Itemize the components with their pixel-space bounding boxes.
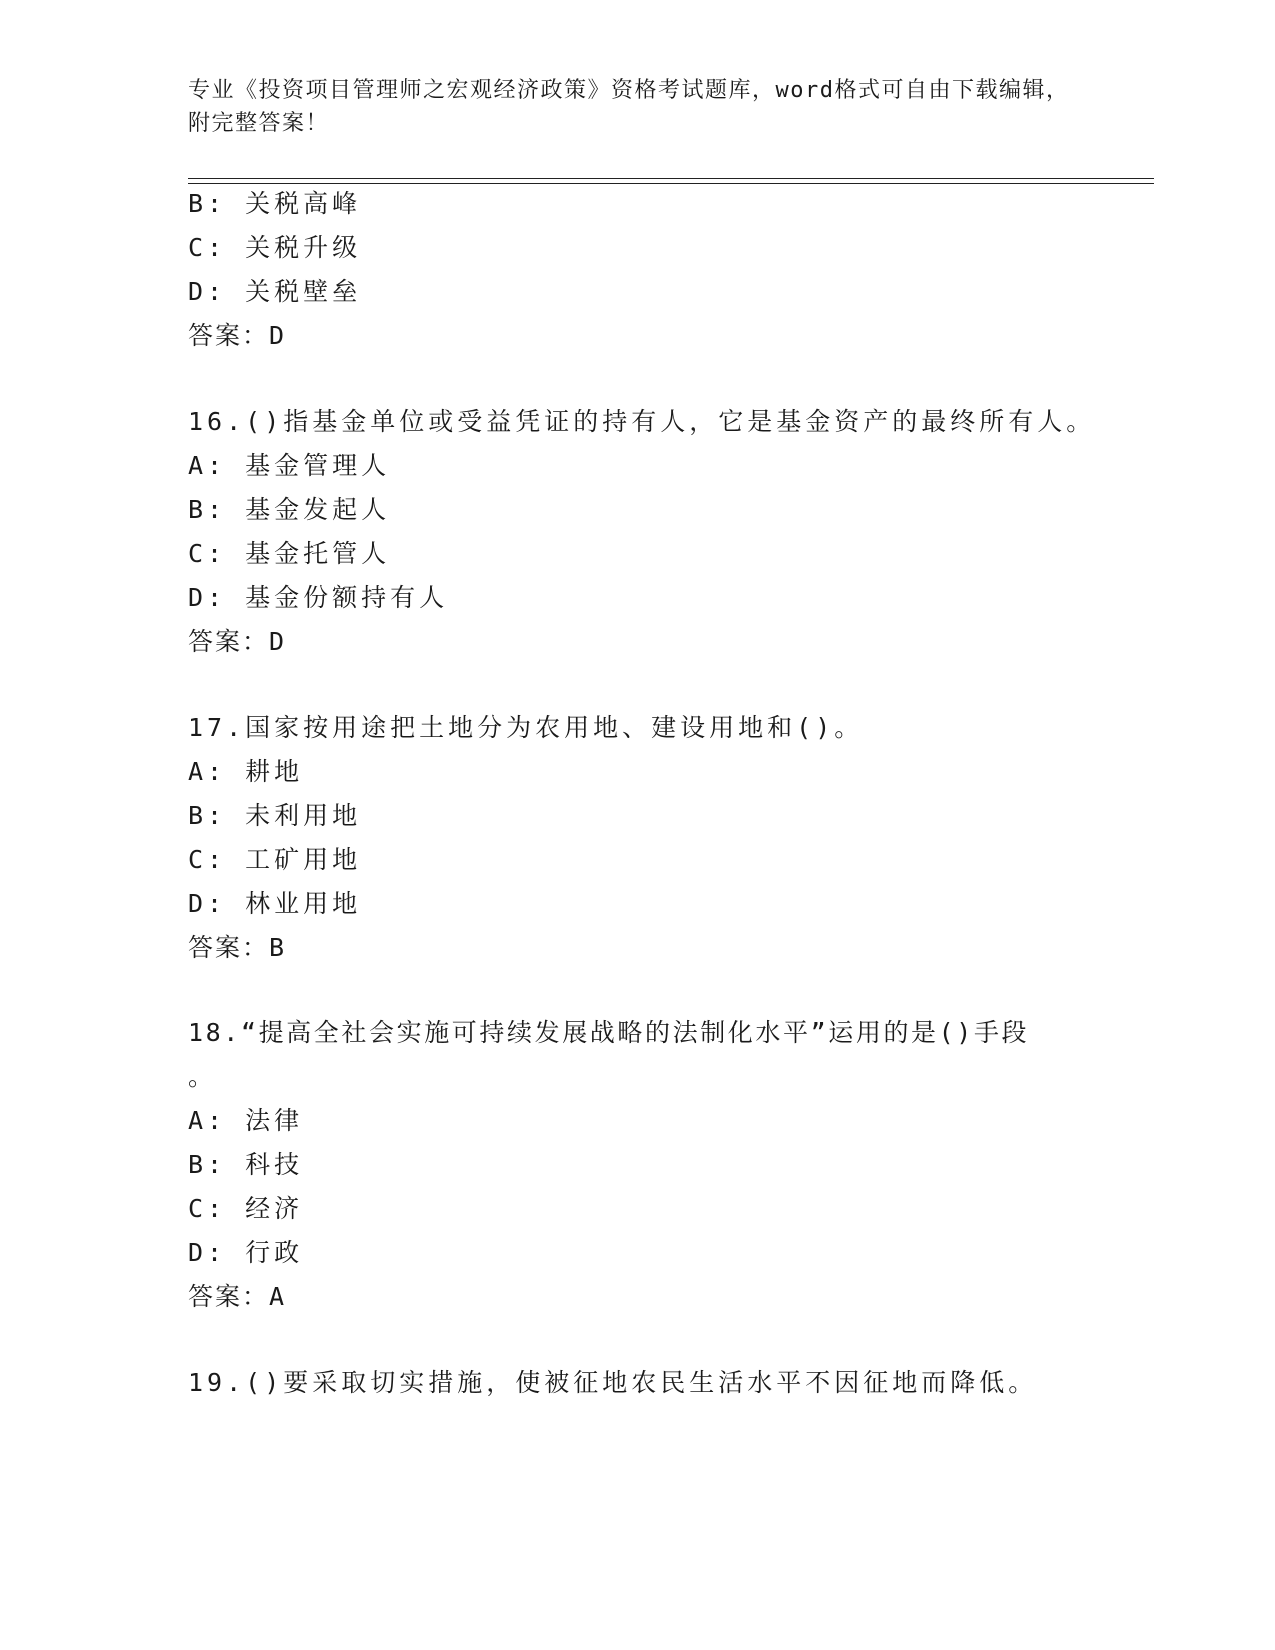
q18-answer: 答案：A (188, 1282, 287, 1311)
q17-option-c: C: 工矿用地 (188, 845, 362, 874)
q17-option-a: A: 耕地 (188, 757, 304, 786)
document-header: 专业《投资项目管理师之宏观经济政策》资格考试题库，word格式可自由下载编辑，附完整答案！ (188, 78, 1070, 136)
q15-option-b: B: 关税高峰 (188, 189, 362, 218)
q19-question: 19.()要采取切实措施，使被征地农民生活水平不因征地而降低。 (188, 1368, 1038, 1397)
q17-question: 17.国家按用途把土地分为农用地、建设用地和()。 (188, 713, 864, 742)
q15-answer: 答案：D (188, 321, 287, 350)
q16-answer: 答案：D (188, 627, 287, 656)
q16-option-a: A: 基金管理人 (188, 451, 391, 480)
q18-option-a: A: 法律 (188, 1106, 304, 1135)
q17-option-b: B: 未利用地 (188, 801, 362, 830)
q16-question: 16.()指基金单位或受益凭证的持有人，它是基金资产的最终所有人。 (188, 407, 1096, 436)
q18-option-b: B: 科技 (188, 1150, 304, 1179)
q17-option-d: D: 林业用地 (188, 889, 362, 918)
q16-option-c: C: 基金托管人 (188, 539, 391, 568)
header-divider-bottom (188, 183, 1154, 184)
header-divider-top (188, 178, 1154, 179)
q18-question-continuation: 。 (188, 1062, 218, 1091)
q18-option-d: D: 行政 (188, 1238, 304, 1267)
q16-option-b: B: 基金发起人 (188, 495, 391, 524)
q18-option-c: C: 经济 (188, 1194, 304, 1223)
q16-option-d: D: 基金份额持有人 (188, 583, 449, 612)
q17-answer: 答案：B (188, 933, 287, 962)
q15-option-d: D: 关税壁垒 (188, 277, 362, 306)
q15-option-c: C: 关税升级 (188, 233, 362, 262)
q18-question: 18.“提高全社会实施可持续发展战略的法制化水平”运用的是()手段 (188, 1018, 1030, 1047)
